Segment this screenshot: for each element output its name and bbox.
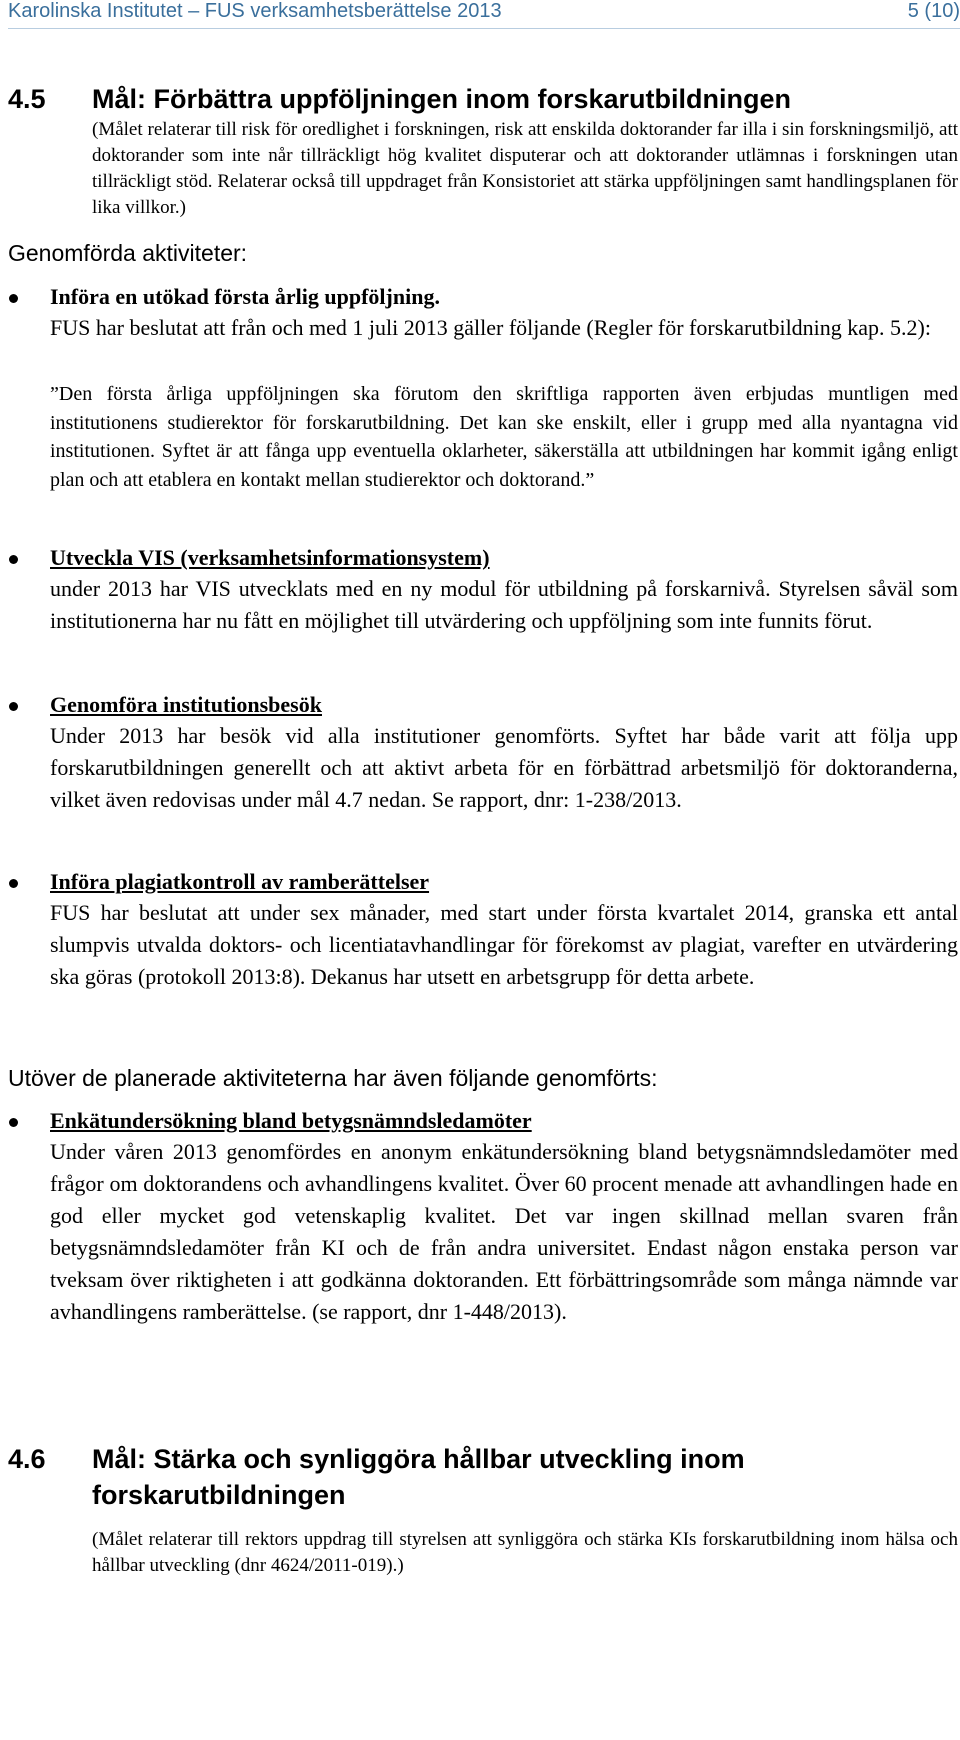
bullet xyxy=(9,1118,18,1127)
bullet xyxy=(9,702,18,711)
section-title: Mål: Stärka och synliggöra hållbar utveckling inom xyxy=(92,1444,745,1474)
list-item-title: Utveckla VIS (verksamhetsinformationsystem) xyxy=(50,545,490,570)
list-item-title: Enkätundersökning bland betygsnämndsledamöter xyxy=(50,1108,532,1133)
running-header xyxy=(8,0,960,28)
section-number: 4.6 xyxy=(8,1444,46,1474)
goal-note: (Målet relaterar till rektors uppdrag till styrelsen att synliggöra och stärka KIs forskarutbildning inom hälsa och hållbar utveckling (dnr 4624/2011-019).) xyxy=(92,1529,958,1576)
list-item-title: Införa en utökad första årlig uppföljning. xyxy=(50,284,440,309)
extra-activities-heading: Utöver de planerade aktiviteterna har även följande genomförts: xyxy=(8,1065,658,1091)
activities-heading: Genomförda aktiviteter: xyxy=(8,240,248,266)
header-divider xyxy=(8,28,960,29)
list-item-body: Under våren 2013 genomfördes en anonym enkätundersökning bland betygsnämndsledamöter med frågor om doktorandens och avhandlingens kvalitet. Över 60 procent menade att avhandlingen hade en god eller mycket god vetenskaplig kvalitet. Det var ingen skillnad mellan svaren från betygsnämndsledamöter från KI och de från andra universitet. Endast någon enstaka person var tveksam över riktigheten i att godkänna doktoranden. Ett förbättringsområde som många nämnde var avhandlingens ramberättelse. (se rapport, dnr 1-448/2013). xyxy=(50,1139,958,1324)
bullet xyxy=(9,555,18,564)
list-item-quote: ”Den första årliga uppföljningen ska förutom den skriftliga rapporten även erbjudas muntligen med institutionens studierektor för forskarutbildning. Det kan ske enskilt, eller i grupp med alla nyantagna vid institutionen. Syftet är att fånga upp eventuella oklarheter, säkerställa att utbildningen har kommit igång enligt plan och att etablera en kontakt mellan studierektor och doktorand.” xyxy=(50,383,958,491)
bullet xyxy=(9,294,18,303)
list-item-body: FUS har beslutat att från och med 1 juli 2013 gäller följande (Regler för forskarutbildning kap. 5.2): xyxy=(50,315,931,340)
goal-note: (Målet relaterar till risk för oredlighet i forskningen, risk att enskilda doktorander far illa i sin forskningsmiljö, att doktorander som inte når tillräckligt hög kvalitet disputerar och att doktorander utlämnas i forskningen utan tillräckligt stöd. Relaterar också till uppdraget från Konsistoriet att stärka uppföljningen samt handlingsplanen för lika villkor.) xyxy=(92,119,958,218)
header-title: Karolinska Institutet – FUS verksamhetsberättelse 2013 xyxy=(8,0,502,22)
list-item-body: FUS har beslutat att under sex månader, med start under första kvartalet 2014, granska ett antal slumpvis utvalda doktors- och licentiatavhandlingar för förekomst av plagiat, varefter en utvärdering ska göras (protokoll 2013:8). Dekanus har utsett en arbetsgrupp för detta arbete. xyxy=(50,900,958,989)
bullet xyxy=(9,879,18,888)
section-title: Mål: Förbättra uppföljningen inom forskarutbildningen xyxy=(92,84,791,114)
section-title-line2: forskarutbildningen xyxy=(92,1480,346,1510)
list-item-title: Införa plagiatkontroll av ramberättelser xyxy=(50,869,430,894)
section-number: 4.5 xyxy=(8,84,46,114)
page-number: 5 (10) xyxy=(907,0,960,22)
list-item-body: Under 2013 har besök vid alla institutioner genomförts. Syftet har både varit att följa upp forskarutbildningen generellt och att aktivt arbeta för en förbättrad arbetsmiljö för doktoranderna, vilket även redovisas under mål 4.7 nedan. Se rapport, dnr: 1-238/2013. xyxy=(50,723,958,812)
list-item-title: Genomföra institutionsbesök xyxy=(50,692,322,717)
list-item-body: under 2013 har VIS utvecklats med en ny modul för utbildning på forskarnivå. Styrelsen såväl som institutionerna har nu fått en möjlighet till utvärdering och uppföljning som inte funnits förut. xyxy=(50,576,958,633)
